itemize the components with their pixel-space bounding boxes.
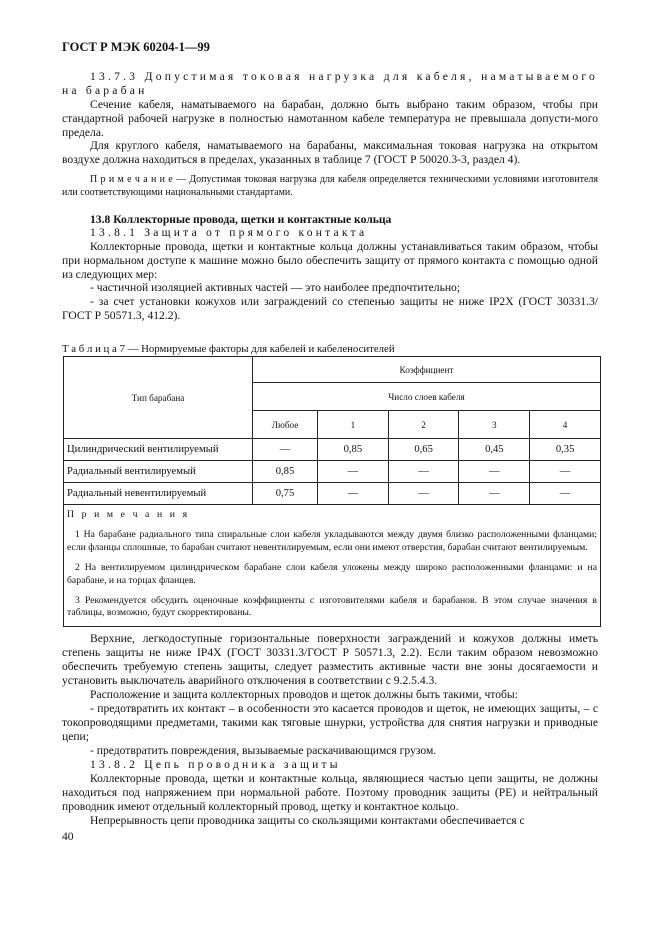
table-cell: —	[530, 461, 601, 483]
section-13-8-heading: 13.8 Коллекторные провода, щетки и контактные кольца	[90, 213, 392, 226]
after-para-3: Коллекторные провода, щетки и контактные кольца, являющиеся частью цепи защиты, не должны находиться под напряжением при нормальной работе. Поэтому проводник защиты (PE) и нейтральный проводник имеют отдельный коллекторный провод, щетку и контактное кольцо.	[62, 772, 598, 813]
layer-head-any: Любое	[253, 411, 318, 439]
table-cell: 0,85	[253, 461, 318, 483]
table-notes-title: П р и м е ч а н и я	[67, 509, 190, 520]
table-cell: —	[318, 461, 389, 483]
row-name: Цилиндрический вентилируемый	[64, 439, 253, 461]
after-para-4: Непрерывность цепи проводника защиты со скользящими контактами обеспечивается с	[90, 814, 525, 827]
table-cell: —	[253, 439, 318, 461]
table-cell: —	[459, 461, 530, 483]
section-13-7-3-note	[62, 174, 598, 199]
table-cell: —	[318, 483, 389, 505]
document-header: ГОСТ Р МЭК 60204-1—99	[62, 40, 210, 54]
table-cell: —	[459, 483, 530, 505]
section-13-8-1-para: Коллекторные провода, щетки и контактные кольца должны устанавливаться таким образом, чтобы при нормальном доступе к машине можно было обеспечить защиту от прямого контакта с помощью одной из следующих мер:	[62, 240, 598, 281]
layer-head-2: 2	[388, 411, 459, 439]
col-header-coefficient: Коэффициент	[253, 357, 601, 383]
col-header-layers: Число слоев кабеля	[253, 383, 601, 411]
table-cell: —	[530, 483, 601, 505]
after-bullet-1: - предотвратить их контакт – в особенности это касается проводов и щеток, не имеющих защиты, – с токопроводящими предметами, такими как тяговые шнурки, устройства для снятия нагрузки и приводные цепи;	[62, 702, 598, 743]
table-cell: 0,85	[318, 439, 389, 461]
section-13-7-3-para-1: Сечение кабеля, наматываемого на барабан, должно быть выбрано таким образом, чтобы при стандартной рабочей нагрузке в полностью намотанном кабеле температура не превышала допусти-мого предела.	[62, 98, 598, 139]
section-13-8-1-bullet-2: - за счет установки кожухов или заграждений со степенью защиты не ниже IP2X (ГОСТ 30331.3/ГОСТ Р 50571.3, 412.2).	[62, 295, 598, 322]
layer-head-3: 3	[459, 411, 530, 439]
section-13-8-1-bullet-1: - частичной изоляцией активных частей — это наиболее предпочтительно;	[90, 281, 461, 294]
col-header-drum-type: Тип барабана	[64, 357, 253, 439]
section-13-8-1-heading: 13.8.1 Защита от прямого контакта	[90, 226, 368, 239]
table-cell: 0,35	[530, 439, 601, 461]
table-row	[64, 439, 601, 461]
table-caption: Т а б л и ц а 7 — Нормируемые факторы для кабелей и кабеленосителей	[62, 343, 395, 355]
table-cell: 0,75	[253, 483, 318, 505]
row-name: Радиальный невентилируемый	[64, 483, 253, 505]
layer-head-4: 4	[530, 411, 601, 439]
table-cell: —	[388, 461, 459, 483]
table-cell: —	[388, 483, 459, 505]
table-notes	[64, 505, 601, 627]
after-para-2: Расположение и защита коллекторных проводов и щеток должны быть такими, чтобы:	[90, 688, 518, 701]
after-bullet-2: - предотвратить повреждения, вызываемые раскачивающимся грузом.	[90, 744, 437, 757]
layer-head-1: 1	[318, 411, 389, 439]
table-note-1: 1 На барабане радиального типа спиральные слои кабеля укладываются между двумя близко расположенными фланцами; если фланцы сплошные, то барабан считают невентилируемым, если они имеют отверстия, барабан считают вентилируемым.	[67, 529, 597, 553]
table-note-2: 2 На вентилируемом цилиндрическом барабане слои кабеля уложены между широко расположенными фланцами: и на барабане, и на торцах фланцев.	[67, 562, 597, 586]
table-row	[64, 483, 601, 505]
row-name: Радиальный вентилируемый	[64, 461, 253, 483]
table-note-3: 3 Рекомендуется обсудить оценочные коэффициенты с изготовителями кабеля и барабанов. В этом случае значения в таблицы, возможно, будут скорректированы.	[67, 595, 597, 619]
note-label: П р и м е ч а н и е	[90, 174, 173, 185]
table-cell: 0,65	[388, 439, 459, 461]
section-13-7-3-para-2: Для круглого кабеля, наматываемого на барабаны, максимальная токовая нагрузка на открытом воздухе должна находиться в пределах, указанных в таблице 7 (ГОСТ Р 50020.3-3, раздел 4).	[62, 139, 598, 166]
page-number: 40	[62, 830, 74, 843]
note-text: — Допустимая токовая нагрузка для кабеля определяется техническими условиями изготовителя или соответствующими национальными стандартами.	[62, 174, 598, 198]
section-13-7-3-heading: 13.7.3 Допустимая токовая нагрузка для кабеля, наматываемого на барабан	[62, 70, 598, 97]
after-para-1: Верхние, легкодоступные горизонтальные поверхности заграждений и кожухов должны иметь степень защиты не ниже IP4X (ГОСТ 30331.3/ГОСТ Р 50571.3, 2.2). Если таким образом невозможно обеспечить требуемую степень защиты, следует разместить активные части вне зоны досягаемости и установить выключатель аварийного отключения в соответствии с 9.2.5.4.3.	[62, 632, 598, 687]
table-row	[64, 461, 601, 483]
cable-factor-table	[63, 356, 601, 627]
table-cell: 0,45	[459, 439, 530, 461]
section-13-8-2-heading: 13.8.2 Цепь проводника защиты	[90, 758, 341, 771]
